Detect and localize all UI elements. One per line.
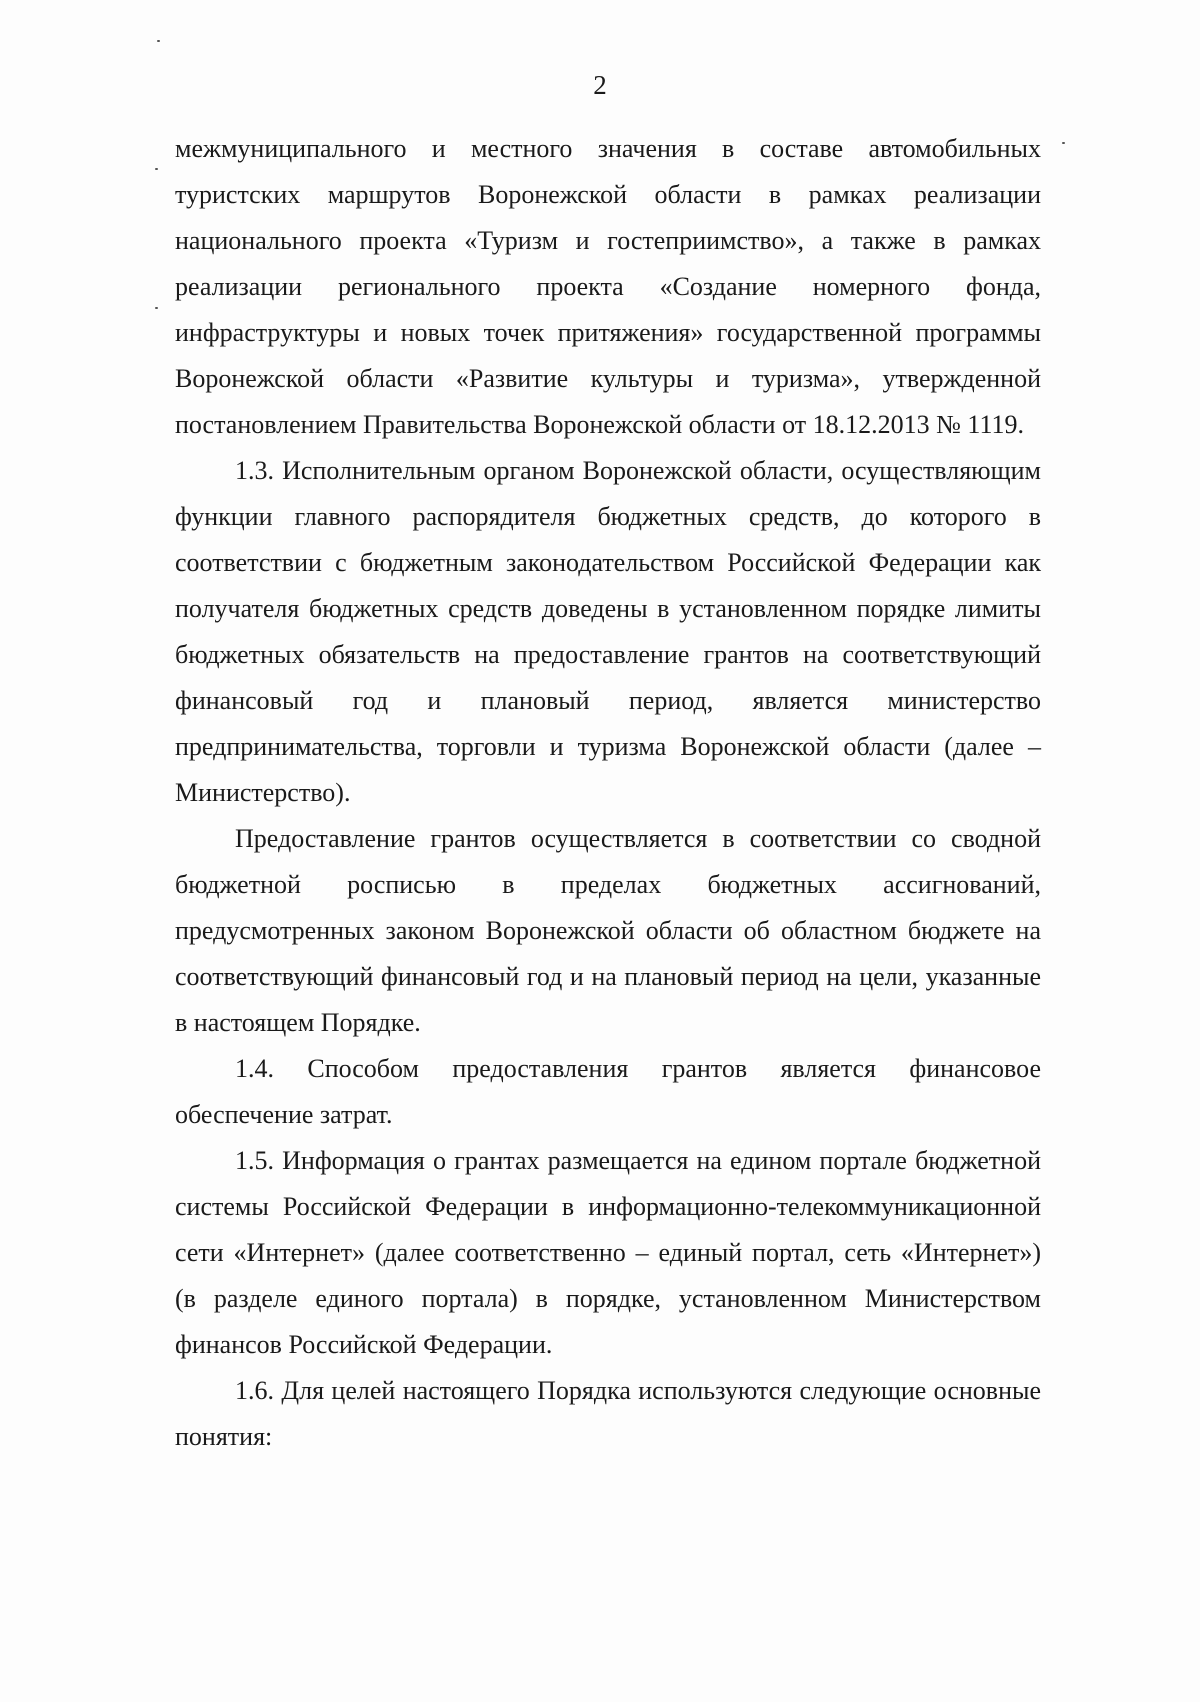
paragraph-1-3: 1.3. Исполнительным органом Воронежской области, осуществляющим функции главного распорядителя бюджетных средств, до которого в соответствии с бюджетным законодательством Российской Федерации как получателя бюджетных средств доведены в установленном порядке лимиты бюджетных обязательств на предоставление грантов на соответствующий финансовый год и плановый период, является министерство предпринимательства, торговли и туризма Воронежской области (далее – Министерство).	[175, 456, 1041, 807]
scan-artifact	[155, 168, 158, 170]
paragraph-continuation: межмуниципального и местного значения в составе автомобильных туристских маршрутов Воронежской области в рамках реализации национального проекта «Туризм и гостеприимство», а также в рамках реализации регионального проекта «Создание номерного фонда, инфраструктуры и новых точек притяжения» государственной программы Воронежской области «Развитие культуры и туризма», утвержденной постановлением Правительства Воронежской области от 18.12.2013 № 1119.	[175, 134, 1041, 439]
paragraph-1-5: 1.5. Информация о грантах размещается на едином портале бюджетной системы Российской Федерации в информационно-телекоммуникационной сети «Интернет» (далее соответственно – единый портал, сеть «Интернет») (в разделе единого портала) в порядке, установленном Министерством финансов Российской Федерации.	[175, 1146, 1041, 1359]
paragraph-1-6: 1.6. Для целей настоящего Порядка используются следующие основные понятия:	[175, 1376, 1041, 1451]
paragraph-grants-provision: Предоставление грантов осуществляется в соответствии со сводной бюджетной росписью в пределах бюджетных ассигнований, предусмотренных законом Воронежской области об областном бюджете на соответствующий финансовый год и на плановый период на цели, указанные в настоящем Порядке.	[175, 824, 1041, 1037]
scan-artifact	[155, 307, 158, 309]
scan-artifact	[157, 40, 160, 42]
document-body	[175, 126, 1041, 1460]
paragraph-1-4: 1.4. Способом предоставления грантов является финансовое обеспечение затрат.	[175, 1054, 1041, 1129]
scan-artifact	[1062, 142, 1065, 144]
page-number: 2	[593, 70, 607, 100]
